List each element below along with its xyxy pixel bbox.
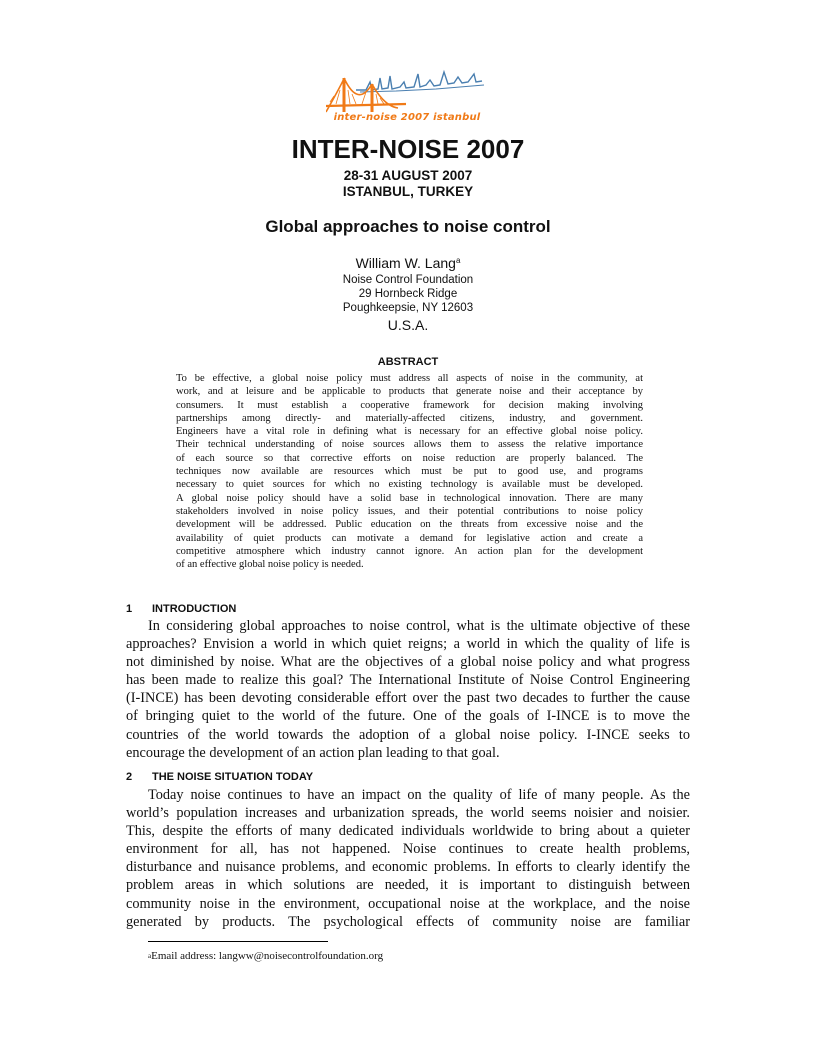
- section-title: THE NOISE SITUATION TODAY: [152, 771, 314, 783]
- author-footnote-marker: a: [455, 256, 461, 265]
- footnote-text: Email address: langww@noisecontrolfoundation.org: [151, 950, 384, 962]
- abstract-line: stakeholders involved in noise policy issues, and their potential contributions to noise policy: [176, 505, 643, 517]
- body-line: In considering global approaches to noise control, what is the ultimate objective of these: [148, 618, 690, 634]
- section-heading-noise-situation: [126, 770, 313, 784]
- body-line: (I-INCE) has been devoting considerable effort over the past two decades to further the cause: [126, 690, 690, 707]
- section-number: 1: [126, 603, 133, 615]
- logo-caption: inter-noise 2007 istanbul: [333, 112, 481, 123]
- conference-location: ISTANBUL, TURKEY: [342, 184, 474, 199]
- abstract-line: Their technical understanding of noise sources allows them to assess the relative importance: [176, 439, 643, 451]
- body-line: This, despite the efforts of many dedicated individuals worldwide to bring about a quieter: [126, 823, 690, 840]
- body-line: not diminished by noise. What are the objectives of a global noise policy and what progress: [126, 654, 690, 671]
- abstract-line: To be effective, a global noise policy must address all aspects of noise in the community, at: [176, 373, 643, 384]
- section-number: 2: [126, 771, 133, 783]
- body-line: encourage the development of an action plan leading to that goal.: [126, 744, 500, 761]
- abstract-line: necessary to quiet sources for which no existing technology is available must be developed.: [176, 479, 643, 491]
- abstract-heading: ABSTRACT: [377, 356, 439, 368]
- author-name: [0, 254, 816, 272]
- section-heading-introduction: [126, 602, 236, 616]
- conference-date: 28-31 AUGUST 2007: [343, 168, 473, 183]
- abstract-line: partnerships among directly- and materially-affected citizens, industry, and government.: [176, 412, 643, 424]
- body-line: of bringing quiet to the world of the future. One of the goals of I-INCE is to move the: [126, 708, 690, 725]
- abstract-line: Engineers have a vital role in defining what is necessary for an effective global noise policy.: [176, 426, 643, 438]
- affiliation-country: U.S.A.: [387, 317, 429, 333]
- body-line: countries of the world towards the adoption of a global noise policy. I-INCE seeks to: [126, 726, 690, 743]
- body-line: problem areas in which solutions are needed, it is important to distinguish between: [126, 877, 690, 894]
- body-line: community noise in the environment, occupational noise at the workplace, and the noise: [126, 895, 690, 912]
- paper-title: Global approaches to noise control: [265, 217, 551, 236]
- abstract-line: consumers. It must establish a cooperative framework for decision making involving: [176, 399, 643, 411]
- abstract-line: availability of quiet products can motivate a demand for legislative action and create a: [176, 532, 643, 544]
- abstract-line: development will be addressed. Public education on the threats from excessive noise and the: [176, 519, 643, 531]
- abstract-body: [176, 372, 643, 571]
- affiliation-line: 29 Hornbeck Ridge: [358, 288, 458, 300]
- body-line: Today noise continues to have an impact on the quality of life of many people. As the: [148, 787, 690, 803]
- footnote-marker: a: [148, 952, 152, 960]
- abstract-line: of an effective global noise policy is needed.: [176, 559, 364, 571]
- abstract-line: techniques now available are resources which must be put to good use, and programs: [176, 466, 643, 478]
- body-line: has been made to realize this goal? The International Institute of Noise Control Engineering: [126, 672, 690, 689]
- footnote: [148, 949, 383, 963]
- section-body-introduction: [126, 617, 690, 762]
- body-line: generated by products. The psychological effects of community noise are familiar: [126, 913, 690, 930]
- body-line: disturbance and nuisance problems, and economic problems. In efforts to clearly identify the: [126, 859, 690, 876]
- abstract-line: A global noise policy should have a solid base in technological innovation. There are many: [176, 492, 643, 504]
- body-line: environment for all, has not happened. Noise continues to create health problems,: [126, 841, 690, 858]
- abstract-line: competitive atmosphere which industry cannot ignore. An action plan for the development: [176, 545, 643, 557]
- conference-title: INTER-NOISE 2007: [291, 134, 525, 164]
- section-title: INTRODUCTION: [152, 603, 237, 615]
- abstract-line: of each source so that corrective efforts on noise reduction are properly balanced. The: [176, 452, 643, 464]
- body-line: approaches? Envision a world in which quiet reigns; a world in which the quality of life is: [126, 636, 690, 653]
- bridge-skyline-icon: [326, 68, 488, 114]
- affiliation-line: Noise Control Foundation: [342, 274, 474, 286]
- conference-logo: [326, 68, 488, 128]
- section-body-noise-situation: [126, 786, 690, 931]
- abstract-line: work, and at leisure and be applicable to products that generate noise and their acceptance by: [176, 386, 643, 398]
- footnote-divider: [148, 941, 328, 942]
- author-name-text: William W. Lang: [355, 255, 456, 271]
- affiliation-line: Poughkeepsie, NY 12603: [342, 302, 474, 314]
- body-line: world’s population increases and urbanization spreads, the world seems noisier and noisier.: [126, 805, 690, 822]
